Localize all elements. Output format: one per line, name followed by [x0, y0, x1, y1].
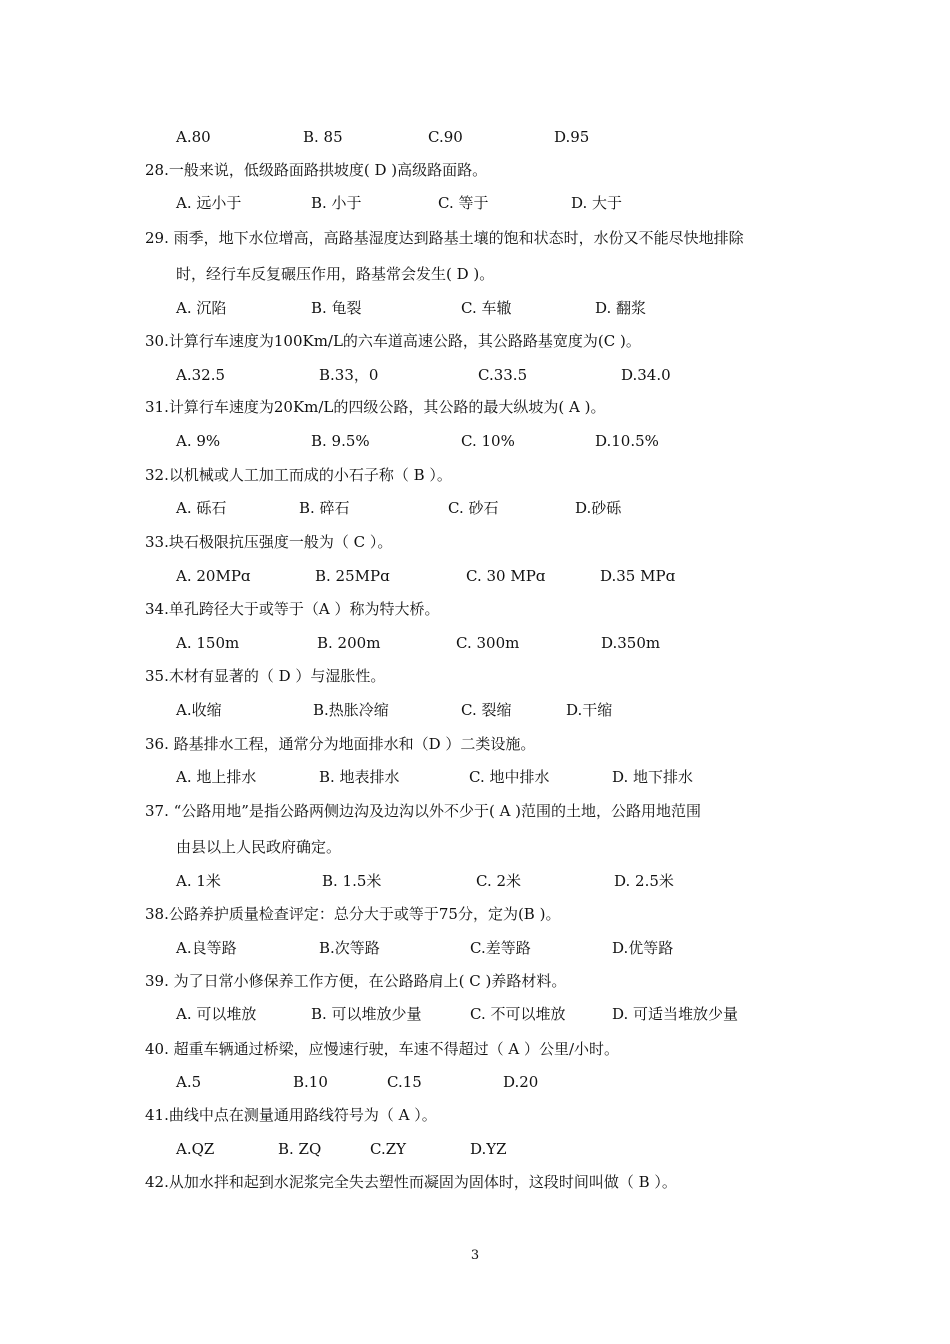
q34-option-b: B. 200m	[317, 634, 381, 652]
question-39-text: 39. 为了日常小修保养工作方便，在公路路肩上( C )养路材料。	[145, 972, 567, 990]
question-29-text-line1: 29. 雨季，地下水位增高，高路基湿度达到路基土壤的饱和状态时，水份又不能尽快地排除	[145, 229, 744, 247]
q28-option-b: B. 小于	[311, 194, 362, 212]
q36-option-d: D. 地下排水	[612, 768, 694, 786]
q37-option-c: C. 2米	[476, 872, 522, 890]
q36-option-a: A. 地上排水	[176, 768, 257, 786]
question-41-text: 41.曲线中点在测量通用路线符号为（ A ）。	[145, 1106, 437, 1124]
q30-option-d: D.34.0	[621, 366, 671, 384]
q38-option-d: D.优等路	[612, 939, 674, 957]
q39-option-a: A. 可以堆放	[176, 1005, 257, 1023]
question-32-text: 32.以机械或人工加工而成的小石子称（ B ）。	[145, 466, 452, 484]
q40-option-a: A.5	[176, 1073, 202, 1091]
q31-option-b: B. 9.5%	[311, 432, 370, 450]
q41-option-c: C.ZY	[370, 1140, 407, 1158]
q31-option-a: A. 9%	[176, 432, 221, 450]
q41-option-d: D.YZ	[470, 1140, 507, 1158]
question-33-text: 33.块石极限抗压强度一般为（ C ）。	[145, 533, 393, 551]
q28-option-d: D. 大于	[571, 194, 623, 212]
q30-option-a: A.32.5	[176, 366, 225, 384]
q33-option-d: D.35 MPɑ	[600, 567, 676, 585]
q40-option-d: D.20	[503, 1073, 539, 1091]
q33-option-c: C. 30 MPɑ	[466, 567, 546, 585]
q38-option-c: C.差等路	[470, 939, 531, 957]
q38-option-b: B.次等路	[319, 939, 380, 957]
q35-option-b: B.热胀冷缩	[313, 701, 389, 719]
q28-option-a: A. 远小于	[176, 194, 242, 212]
q28-option-c: C. 等于	[438, 194, 489, 212]
question-30-text: 30.计算行车速度为100Km/L的六车道高速公路，其公路路基宽度为(C )。	[145, 332, 641, 350]
q34-option-a: A. 150m	[176, 634, 240, 652]
q37-option-d: D. 2.5米	[614, 872, 674, 890]
q29-option-c: C. 车辙	[461, 299, 512, 317]
q32-option-a: A. 砾石	[176, 499, 227, 517]
question-35-text: 35.木材有显著的（ D ）与湿胀性。	[145, 667, 386, 685]
q33-option-b: B. 25MPɑ	[315, 567, 390, 585]
q39-option-d: D. 可适当堆放少量	[612, 1005, 739, 1023]
q30-option-c: C.33.5	[478, 366, 528, 384]
q34-option-d: D.350m	[601, 634, 661, 652]
q36-option-b: B. 地表排水	[319, 768, 400, 786]
q37-option-a: A. 1米	[176, 872, 221, 890]
question-28-text: 28.一般来说，低级路面路拱坡度( D )高级路面路。	[145, 161, 488, 179]
question-38-text: 38.公路养护质量检查评定：总分大于或等于75分，定为(B )。	[145, 905, 561, 923]
q32-option-b: B. 碎石	[299, 499, 350, 517]
q39-option-c: C. 不可以堆放	[470, 1005, 566, 1023]
q31-option-c: C. 10%	[461, 432, 515, 450]
option-c: C.90	[428, 128, 463, 146]
question-37-text-line2: 由县以上人民政府确定。	[176, 838, 342, 856]
q36-option-c: C. 地中排水	[469, 768, 550, 786]
question-37-text-line1: 37. “公路用地”是指公路两侧边沟及边沟以外不少于( A )范围的土地，公路用地范围	[145, 802, 702, 820]
option-d: D.95	[554, 128, 590, 146]
q35-option-a: A.收缩	[176, 701, 222, 719]
q37-option-b: B. 1.5米	[322, 872, 382, 890]
q33-option-a: A. 20MPɑ	[176, 567, 251, 585]
q29-option-b: B. 龟裂	[311, 299, 362, 317]
q32-option-c: C. 砂石	[448, 499, 499, 517]
q31-option-d: D.10.5%	[595, 432, 659, 450]
question-34-text: 34.单孔跨径大于或等于（A ）称为特大桥。	[145, 600, 440, 618]
q35-option-d: D.干缩	[566, 701, 613, 719]
question-36-text: 36. 路基排水工程，通常分为地面排水和（D ）二类设施。	[145, 735, 536, 753]
question-40-text: 40. 超重车辆通过桥梁，应慢速行驶，车速不得超过（ A ）公里/小时。	[145, 1040, 620, 1058]
q34-option-c: C. 300m	[456, 634, 520, 652]
page-number: 3	[470, 1248, 480, 1263]
option-b: B. 85	[303, 128, 343, 146]
q41-option-a: A.QZ	[176, 1140, 215, 1158]
q29-option-d: D. 翻浆	[595, 299, 647, 317]
q30-option-b: B.33，0	[319, 366, 379, 384]
q40-option-c: C.15	[387, 1073, 422, 1091]
q29-option-a: A. 沉陷	[176, 299, 227, 317]
q32-option-d: D.砂砾	[575, 499, 622, 517]
q38-option-a: A.良等路	[176, 939, 237, 957]
q35-option-c: C. 裂缩	[461, 701, 512, 719]
option-a: A.80	[176, 128, 211, 146]
q40-option-b: B.10	[293, 1073, 328, 1091]
question-31-text: 31.计算行车速度为20Km/L的四级公路，其公路的最大纵坡为( A )。	[145, 398, 606, 416]
q41-option-b: B. ZQ	[278, 1140, 322, 1158]
question-42-text: 42.从加水拌和起到水泥浆完全失去塑性而凝固为固体时，这段时间叫做（ B ）。	[145, 1173, 677, 1191]
q39-option-b: B. 可以堆放少量	[311, 1005, 422, 1023]
question-29-text-line2: 时，经行车反复碾压作用，路基常会发生( D )。	[176, 265, 495, 283]
